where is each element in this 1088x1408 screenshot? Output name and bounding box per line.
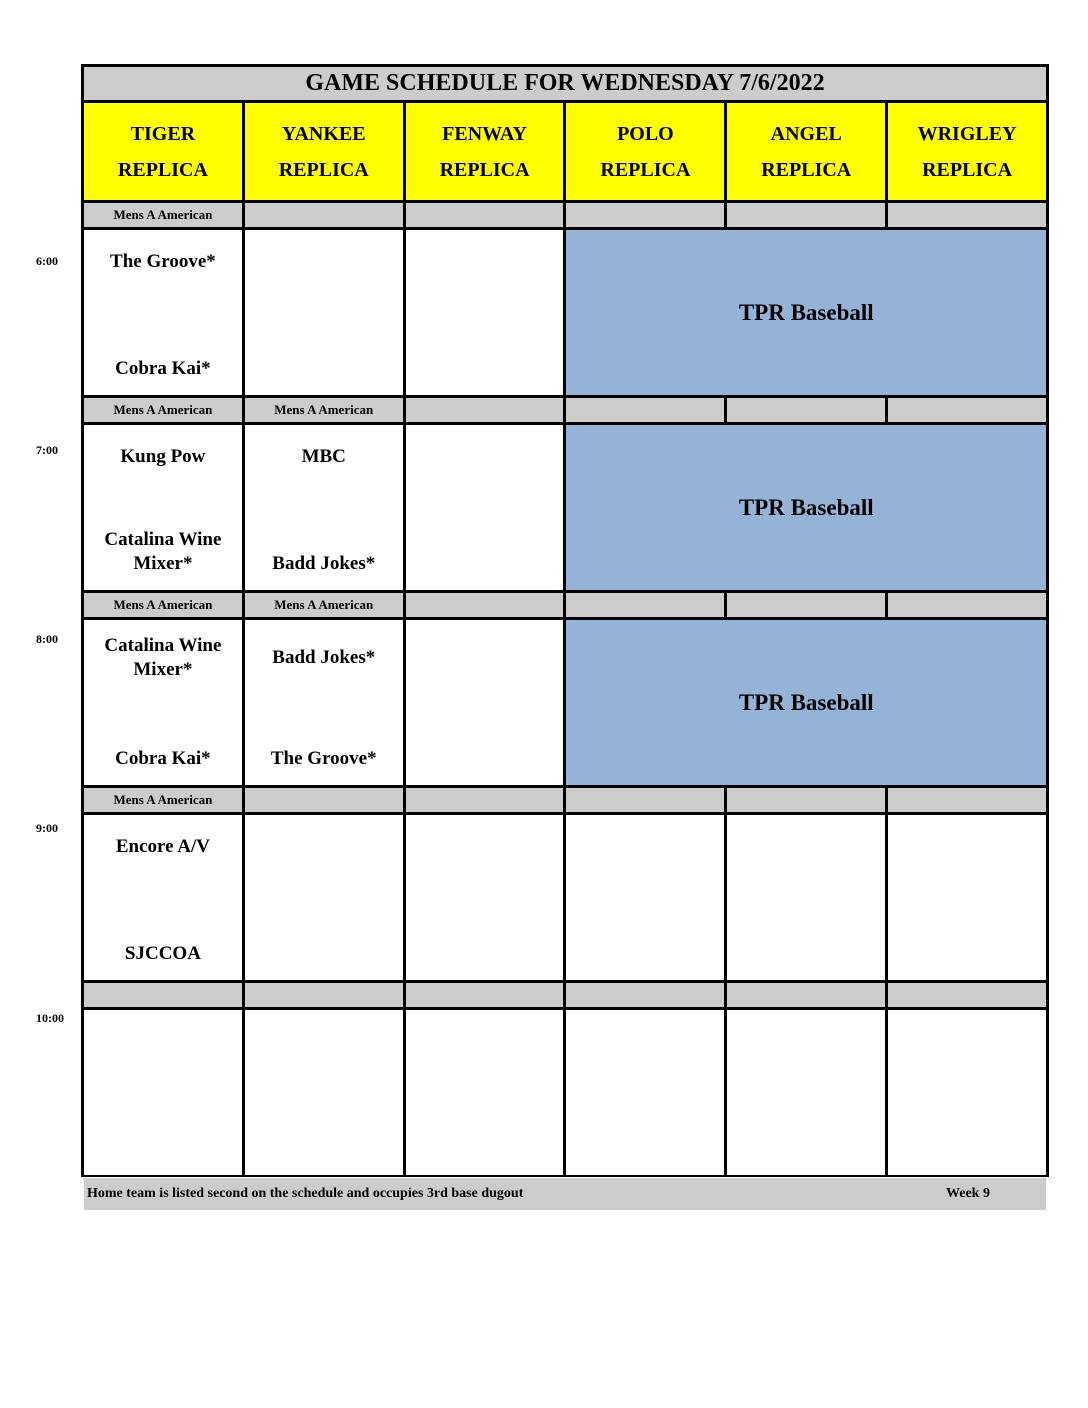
game-cell bbox=[84, 620, 242, 785]
field-sub: REPLICA bbox=[439, 158, 530, 181]
division-label bbox=[888, 398, 1046, 422]
division-label bbox=[406, 788, 564, 812]
field-sub: REPLICA bbox=[922, 158, 1013, 181]
empty-game-cell bbox=[406, 620, 564, 785]
empty-game-cell bbox=[406, 425, 564, 590]
field-name: YANKEE bbox=[281, 122, 366, 145]
division-label bbox=[245, 788, 403, 812]
division-label bbox=[566, 788, 724, 812]
field-name: TIGER bbox=[130, 122, 196, 145]
field-name: POLO bbox=[617, 122, 674, 145]
game-cell bbox=[84, 815, 242, 980]
time-label-6: 6:00 bbox=[36, 254, 58, 268]
division-label: Mens A American bbox=[84, 788, 242, 812]
time-label-9: 9:00 bbox=[36, 821, 58, 835]
away-team: MBC bbox=[301, 446, 346, 467]
schedule-table bbox=[81, 64, 1049, 1201]
division-label bbox=[888, 203, 1046, 227]
field-header-tiger bbox=[84, 103, 242, 200]
division-label bbox=[566, 203, 724, 227]
reserved-block: TPR Baseball bbox=[566, 425, 1046, 590]
field-name: FENWAY bbox=[442, 122, 527, 145]
time-label-8: 8:00 bbox=[36, 632, 58, 646]
empty-game-cell bbox=[888, 1010, 1046, 1175]
empty-game-cell bbox=[727, 815, 885, 980]
division-label bbox=[406, 398, 564, 422]
field-name: WRIGLEY bbox=[917, 122, 1017, 145]
home-team: Catalina Wine Mixer* bbox=[104, 529, 222, 574]
home-team: SJCCOA bbox=[124, 943, 201, 964]
empty-game-cell bbox=[245, 230, 403, 395]
division-label bbox=[406, 983, 564, 1007]
time-label-7: 7:00 bbox=[36, 443, 58, 457]
division-label bbox=[84, 983, 242, 1007]
empty-game-cell bbox=[566, 1010, 724, 1175]
game-cell bbox=[245, 620, 403, 785]
division-label: Mens A American bbox=[84, 203, 242, 227]
field-sub: REPLICA bbox=[278, 158, 369, 181]
field-sub: REPLICA bbox=[600, 158, 691, 181]
division-label bbox=[727, 788, 885, 812]
division-label: Mens A American bbox=[245, 398, 403, 422]
empty-game-cell bbox=[245, 815, 403, 980]
game-cell bbox=[84, 425, 242, 590]
empty-game-cell bbox=[727, 1010, 885, 1175]
division-label bbox=[566, 593, 724, 617]
away-team: Catalina Wine Mixer* bbox=[104, 635, 222, 680]
empty-game-cell bbox=[566, 815, 724, 980]
division-label bbox=[888, 593, 1046, 617]
division-label bbox=[727, 983, 885, 1007]
field-header-yankee bbox=[245, 103, 403, 200]
division-label bbox=[566, 983, 724, 1007]
division-label bbox=[406, 593, 564, 617]
field-sub: REPLICA bbox=[117, 158, 208, 181]
division-label bbox=[888, 788, 1046, 812]
away-team: Encore A/V bbox=[115, 836, 210, 857]
field-header-wrigley bbox=[888, 103, 1046, 200]
field-header-polo bbox=[566, 103, 724, 200]
division-label bbox=[245, 203, 403, 227]
division-label: Mens A American bbox=[245, 593, 403, 617]
game-cell bbox=[84, 230, 242, 395]
week-label: Week 9 bbox=[946, 1186, 990, 1201]
division-label bbox=[727, 398, 885, 422]
empty-game-cell bbox=[245, 1010, 403, 1175]
division-label: Mens A American bbox=[84, 593, 242, 617]
division-label bbox=[727, 203, 885, 227]
field-header-angel bbox=[727, 103, 885, 200]
home-team: Cobra Kai* bbox=[115, 748, 211, 769]
game-cell bbox=[245, 425, 403, 590]
field-header-fenway bbox=[406, 103, 564, 200]
division-label bbox=[727, 593, 885, 617]
away-team: Badd Jokes* bbox=[272, 647, 376, 668]
home-team: Cobra Kai* bbox=[115, 358, 211, 379]
field-name: ANGEL bbox=[770, 122, 842, 145]
division-label: Mens A American bbox=[84, 398, 242, 422]
division-label bbox=[406, 203, 564, 227]
home-team: The Groove* bbox=[270, 748, 377, 769]
footer-note: Home team is listed second on the schedule and occupies 3rd base dugout bbox=[87, 1186, 524, 1201]
home-team: Badd Jokes* bbox=[272, 553, 376, 574]
empty-game-cell bbox=[406, 230, 564, 395]
division-label bbox=[245, 983, 403, 1007]
division-label bbox=[566, 398, 724, 422]
empty-game-cell bbox=[406, 1010, 564, 1175]
division-label bbox=[888, 983, 1046, 1007]
empty-game-cell bbox=[888, 815, 1046, 980]
field-sub: REPLICA bbox=[761, 158, 852, 181]
reserved-block: TPR Baseball bbox=[566, 230, 1046, 395]
reserved-block: TPR Baseball bbox=[566, 620, 1046, 785]
time-label-10: 10:00 bbox=[36, 1011, 64, 1025]
schedule-footer bbox=[84, 1178, 1046, 1210]
schedule-title: GAME SCHEDULE FOR WEDNESDAY 7/6/2022 bbox=[84, 67, 1046, 100]
away-team: The Groove* bbox=[110, 251, 216, 272]
empty-game-cell bbox=[406, 815, 564, 980]
away-team: Kung Pow bbox=[120, 446, 206, 467]
empty-game-cell bbox=[84, 1010, 242, 1175]
